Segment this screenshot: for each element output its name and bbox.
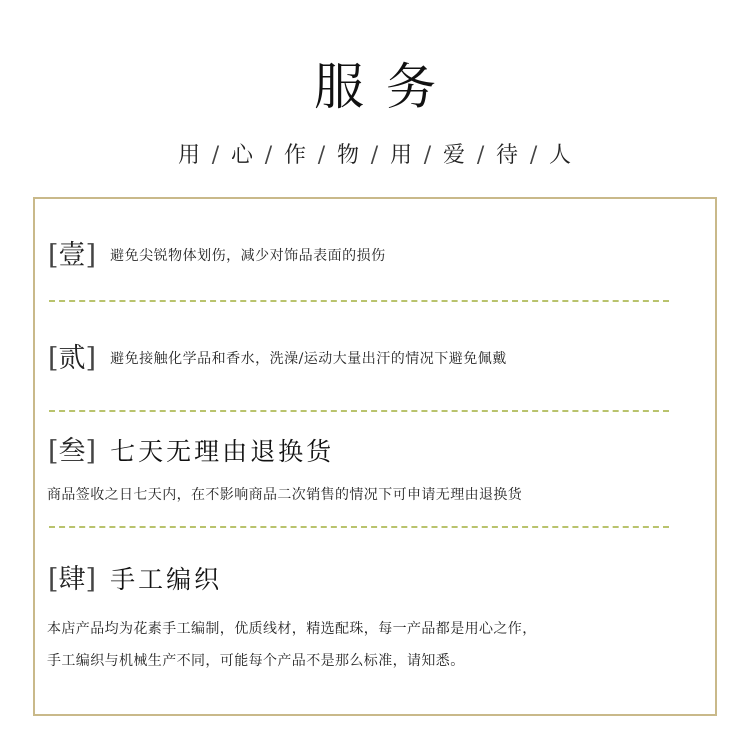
service-item-body: 手工编织与机械生产不同，可能每个产品不是那么标准，请知悉。 — [47, 653, 465, 669]
service-item-2 — [48, 342, 702, 376]
dashed-divider — [49, 526, 669, 528]
service-item-3 — [48, 435, 702, 509]
service-item-body: 商品签收之日七天内，在不影响商品二次销售的情况下可申请无理由退换货 — [47, 487, 523, 503]
service-item-title: 七天无理由退换货 — [110, 437, 335, 466]
subtitle-separator: / — [476, 143, 486, 168]
subtitle-separator: / — [529, 143, 539, 168]
subtitle-separator: / — [211, 143, 221, 168]
subtitle-separator: / — [317, 143, 327, 168]
subtitle-char: 待 — [496, 143, 520, 168]
subtitle-char: 爱 — [443, 143, 467, 168]
service-item-heading — [48, 563, 702, 597]
service-item-1 — [48, 239, 702, 273]
subtitle-char: 作 — [283, 143, 307, 168]
page-title: 服务 — [314, 58, 458, 116]
service-item-title: 手工编织 — [110, 565, 223, 594]
service-item-4 — [48, 563, 702, 675]
service-card — [33, 197, 717, 716]
subtitle-char: 心 — [230, 143, 254, 168]
section-number: [壹] — [48, 240, 97, 271]
subtitle-char: 人 — [549, 143, 573, 168]
section-number: [叁] — [48, 436, 97, 467]
section-number: [贰] — [48, 343, 97, 374]
service-item-heading — [48, 435, 702, 469]
service-item-heading — [48, 239, 702, 273]
subtitle-char: 物 — [336, 143, 360, 168]
section-number: [肆] — [48, 564, 97, 595]
subtitle-separator: / — [423, 143, 433, 168]
service-item-text: 避免尖锐物体划伤，减少对饰品表面的损伤 — [110, 248, 386, 264]
service-item-text: 避免接触化学品和香水，洗澡/运动大量出汗的情况下避免佩戴 — [110, 351, 507, 367]
subtitle-char: 用 — [177, 143, 201, 168]
subtitle-separator: / — [370, 143, 380, 168]
dashed-divider — [49, 410, 669, 412]
subtitle-separator: / — [264, 143, 274, 168]
service-item-heading — [48, 342, 702, 376]
service-item-body: 本店产品均为花素手工编制，优质线材，精选配珠，每一产品都是用心之作， — [47, 621, 537, 637]
dashed-divider — [49, 300, 669, 302]
subtitle-char: 用 — [390, 143, 414, 168]
subtitle — [0, 140, 750, 172]
